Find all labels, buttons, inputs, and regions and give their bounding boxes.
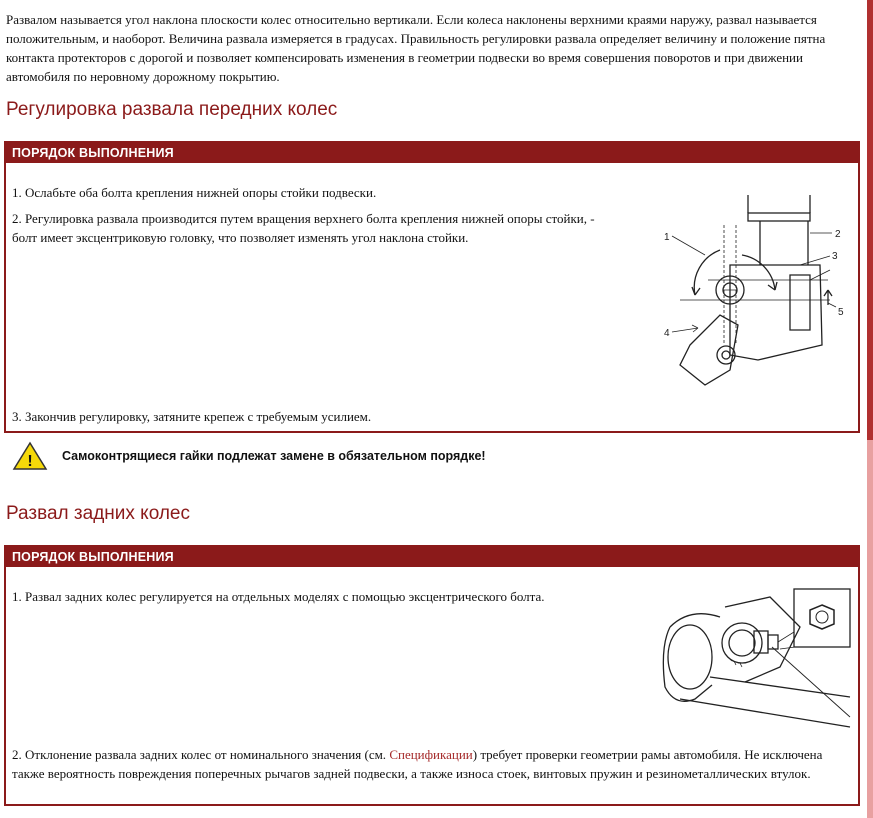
figure-label: 3	[832, 251, 838, 262]
figure-label: 5	[838, 307, 844, 318]
figure-label: 1	[664, 232, 670, 243]
step-3: 3. Закончив регулировку, затяните крепеж с требуемым усилием.	[12, 409, 372, 424]
intro-paragraph: Развалом называется угол наклона плоскости колес относительно вертикали. Если колеса наклонены верхними краями наружу, развал называется положительным, и наоборот. Величина развала измеряется в градусах. Правильность регулировки развала определяет величину и положение пятна контакта протекторов с дорогой и позволяет компенсировать изменения в геометрии подвески во время совершения поворотов и при движении автомобиля по неровному дорожному покрытию.	[6, 12, 826, 84]
procedure-header: ПОРЯДОК ВЫПОЛНЕНИЯ	[6, 143, 858, 163]
step-1: 1. Развал задних колес регулируется на отдельных моделях с помощью эксцентрического болта.	[12, 589, 545, 604]
rear-eccentric-bolt-diagram	[650, 587, 854, 737]
article	[4, 0, 860, 781]
svg-text:!: !	[27, 453, 33, 470]
procedure-box-rear	[4, 545, 860, 806]
specifications-link[interactable]: Спецификации	[389, 747, 473, 762]
scrollbar-thumb[interactable]	[867, 0, 873, 440]
figure-label: 2	[835, 229, 841, 240]
figure-label: 4	[664, 328, 670, 339]
section-title-rear: Развал задних колес	[6, 503, 190, 524]
section-title-front: Регулировка развала передних колес	[6, 99, 338, 120]
step-2: 2. Регулировка развала производится путем вращения верхнего болта крепления нижней опоры стойки, - болт имеет эксцентриковую головку, что позволяет изменять угол наклона стойки.	[12, 211, 595, 245]
warning-note	[12, 441, 486, 471]
step-1: 1. Ослабьте оба болта крепления нижней опоры стойки подвески.	[12, 185, 377, 200]
scrollbar[interactable]	[867, 0, 873, 818]
warning-icon	[12, 441, 48, 471]
front-camber-diagram	[650, 195, 854, 400]
procedure-header: ПОРЯДОК ВЫПОЛНЕНИЯ	[6, 547, 858, 567]
step-2: 2. Отклонение развала задних колес от номинального значения (см. Спецификации) требует проверки геометрии рамы автомобиля. Не исключена также вероятность повреждения поперечных рычагов задней подвески, а также износа стоек, винтовых пружин и резинометаллических втулок.	[12, 747, 823, 781]
procedure-box-front	[4, 141, 860, 433]
warning-text: Самоконтрящиеся гайки подлежат замене в обязательном порядке!	[62, 449, 486, 463]
